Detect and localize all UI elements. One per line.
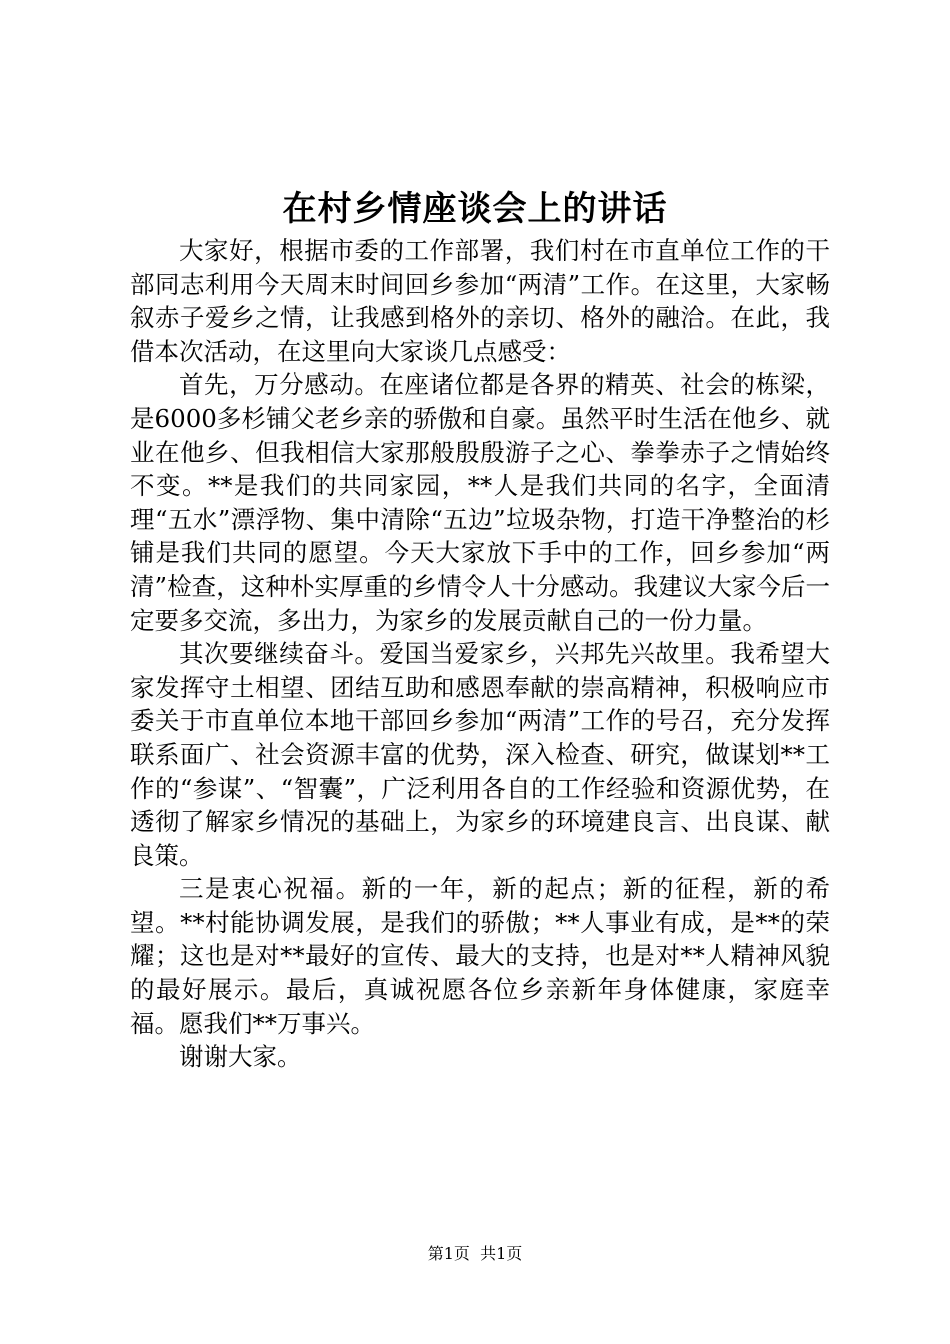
page-footer: [0, 1243, 950, 1265]
paragraph-first-point: 首先，万分感动。在座诸位都是各界的精英、社会的栋梁，是6000多杉铺父老乡亲的骄傲和自豪。虽然平时生活在他乡、就业在他乡、但我相信大家那般殷殷游子之心、拳拳赤子之情始终不变。**是我们的共同家园，**人是我们共同的名字，全面清理“五水”漂浮物、集中清除“五边”垃圾杂物，打造干净整治的杉铺是我们共同的愿望。今天大家放下手中的工作，回乡参加“两清”检查，这种朴实厚重的乡情令人十分感动。我建议大家今后一定要多交流，多出力，为家乡的发展贡献自己的一份力量。: [130, 370, 830, 635]
document-body: [130, 234, 830, 1074]
paragraph-third-point: 三是衷心祝福。新的一年，新的起点；新的征程，新的希望。**村能协调发展，是我们的骄傲；**人事业有成，是**的荣耀；这也是对**最好的宣传、最大的支持，也是对**人精神风貌的最好展示。最后，真诚祝愿各位乡亲新年身体健康，家庭幸福。愿我们**万事兴。: [130, 874, 830, 1038]
paragraph-intro: 大家好，根据市委的工作部署，我们村在市直单位工作的干部同志利用今天周末时间回乡参加“两清”工作。在这里，大家畅叙赤子爱乡之情，让我感到格外的亲切、格外的融洽。在此，我借本次活动，在这里向大家谈几点感受：: [130, 236, 830, 366]
paragraph-closing: 谢谢大家。: [179, 1042, 302, 1072]
page-number: 第1页: [427, 1244, 470, 1263]
page-title: 在村乡情座谈会上的讲话: [282, 189, 668, 229]
page-total: 共1页: [480, 1244, 523, 1263]
paragraph-second-point: 其次要继续奋斗。爱国当爱家乡，兴邦先兴故里。我希望大家发挥守土相望、团结互助和感恩奉献的崇高精神，积极响应市委关于市直单位本地干部回乡参加“两清”工作的号召，充分发挥联系面广、社会资源丰富的优势，深入检查、研究，做谋划**工作的“参谋”、“智囊”，广泛利用各自的工作经验和资源优势，在透彻了解家乡情况的基础上，为家乡的环境建良言、出良谋、献良策。: [130, 639, 830, 870]
